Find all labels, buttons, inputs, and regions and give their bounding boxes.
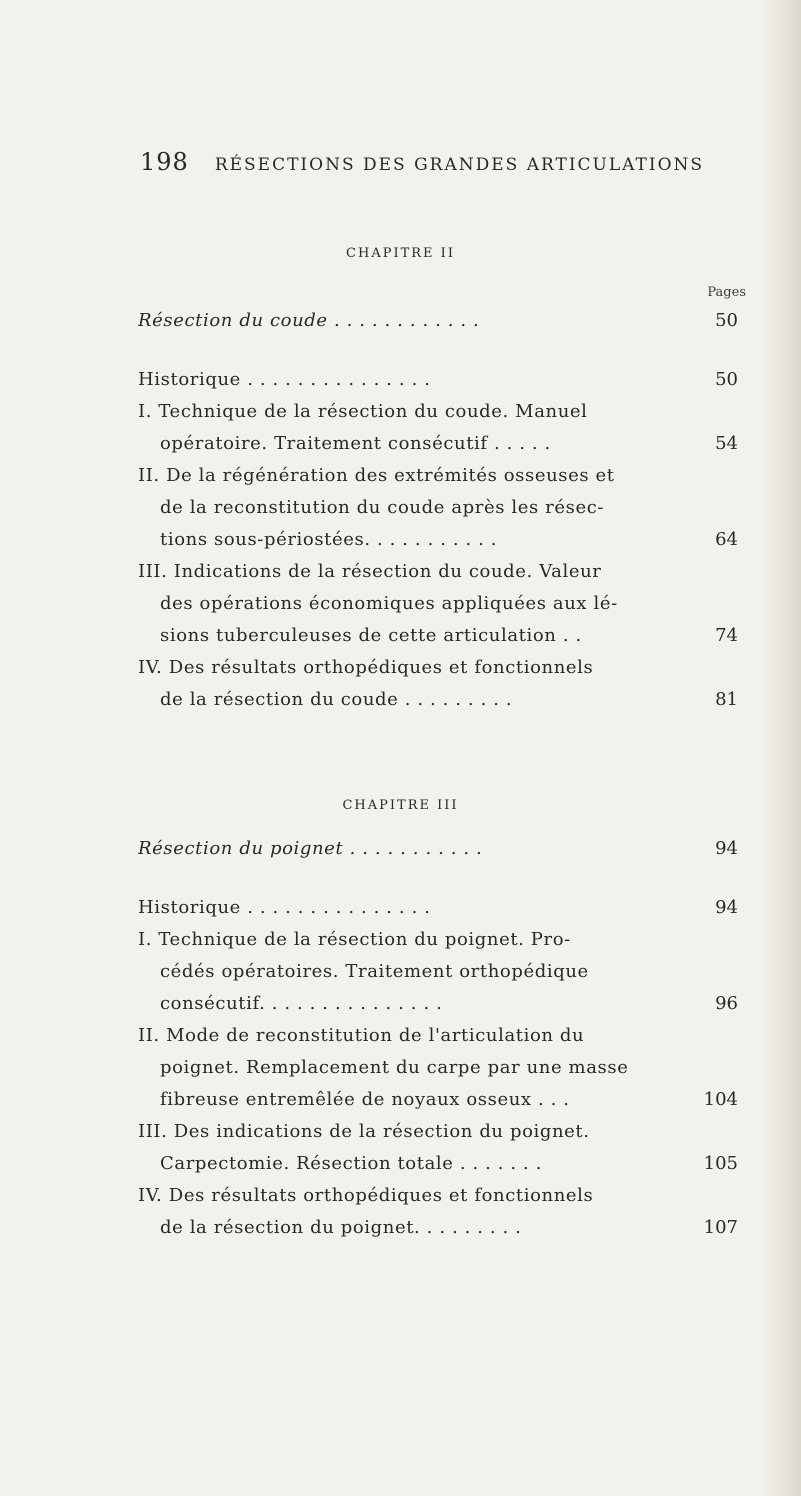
toc-entry	[138, 1022, 738, 1050]
toc-entry-page	[700, 590, 738, 618]
toc-entry-main	[138, 835, 738, 863]
toc-entry-text: II. De la régénération des extrémités osseuses et	[138, 465, 615, 486]
toc-entry-text: III. Indications de la résection du coude. Valeur	[138, 561, 602, 582]
toc-entry	[138, 558, 738, 586]
toc-entry-page	[700, 958, 738, 986]
toc-entry-text: Historique . . . . . . . . . . . . . . .	[138, 369, 431, 390]
toc-entry-title: Résection du poignet . . . . . . . . . . .	[138, 838, 483, 859]
toc-entry	[138, 462, 738, 490]
toc-entry-page	[700, 926, 738, 954]
toc-entry-text: II. Mode de reconstitution de l'articulation du	[138, 1025, 585, 1046]
toc-entry-page: 96	[715, 993, 738, 1014]
toc-entry-text: poignet. Remplacement du carpe par une masse	[160, 1057, 629, 1078]
toc-entry	[160, 958, 738, 986]
toc-entry-text: I. Technique de la résection du poignet. Pro-	[138, 929, 571, 950]
toc-entry-text: tions sous-périostées. . . . . . . . . . .	[160, 529, 498, 550]
toc-entry-page	[700, 558, 738, 586]
toc-entry-page	[700, 462, 738, 490]
toc-entry-main	[138, 307, 738, 335]
toc-entry-page: 105	[703, 1153, 738, 1174]
toc-entry	[160, 990, 738, 1018]
toc-entry-text: Carpectomie. Résection totale . . . . . . .	[160, 1153, 543, 1174]
toc-entry-text: de la résection du poignet. . . . . . . . .	[160, 1217, 522, 1238]
toc-entry-page: 81	[715, 689, 738, 710]
toc-entry-text: consécutif. . . . . . . . . . . . . . .	[160, 993, 443, 1014]
page-number: 198	[140, 148, 189, 176]
toc-entry-page	[700, 1054, 738, 1082]
toc-entry-page: 64	[715, 529, 738, 550]
chapter-heading: CHAPITRE III	[342, 798, 459, 813]
toc-entry-text: de la résection du coude . . . . . . . . .	[160, 689, 513, 710]
toc-entry-text: IV. Des résultats orthopédiques et fonctionnels	[138, 1185, 594, 1206]
toc-entry	[160, 526, 738, 554]
toc-entry-page	[700, 1118, 738, 1146]
toc-entry-page: 94	[715, 897, 738, 918]
toc-entry	[160, 430, 738, 458]
toc-entry-text: fibreuse entremêlée de noyaux osseux . . .	[160, 1089, 570, 1110]
running-title: RÉSECTIONS DES GRANDES ARTICULATIONS	[214, 155, 705, 175]
toc-entry-text: cédés opératoires. Traitement orthopédique	[160, 961, 589, 982]
toc-entry	[138, 1182, 738, 1210]
toc-entry-page: 54	[715, 433, 738, 454]
toc-entry	[138, 398, 738, 426]
toc-entry-text: IV. Des résultats orthopédiques et fonctionnels	[138, 657, 594, 678]
toc-entry	[138, 926, 738, 954]
toc-entry-title: Résection du coude . . . . . . . . . . . .	[138, 310, 480, 331]
toc-entry-page: 104	[703, 1089, 738, 1110]
toc-entry-page	[700, 1182, 738, 1210]
toc-entry-text: I. Technique de la résection du coude. Manuel	[138, 401, 588, 422]
toc-entry	[160, 1150, 738, 1178]
toc-entry-text: sions tuberculeuses de cette articulation . .	[160, 625, 582, 646]
toc-entry	[138, 894, 738, 922]
pages-column-label: Pages	[707, 285, 746, 300]
toc-entry	[160, 494, 738, 522]
chapter-heading: CHAPITRE II	[346, 246, 455, 261]
toc-entry-page: 74	[715, 625, 738, 646]
toc-entry-page	[700, 494, 738, 522]
toc-entry	[160, 686, 738, 714]
toc-entry-text: opératoire. Traitement consécutif . . . . .	[160, 433, 551, 454]
toc-entry-text: III. Des indications de la résection du poignet.	[138, 1121, 590, 1142]
toc-entry-text: de la reconstitution du coude après les résec-	[160, 497, 605, 518]
toc-entry	[138, 654, 738, 682]
toc-entry	[160, 1086, 738, 1114]
page-edge-shadow	[763, 0, 801, 1496]
toc-entry	[160, 590, 738, 618]
toc-entry-page: 94	[715, 838, 738, 859]
toc-entry-page: 50	[715, 310, 738, 331]
toc-entry-text: Historique . . . . . . . . . . . . . . .	[138, 897, 431, 918]
toc-entry-page: 50	[715, 369, 738, 390]
toc-entry	[138, 366, 738, 394]
running-header	[140, 148, 740, 188]
toc-entry	[138, 1118, 738, 1146]
toc-entry	[160, 1054, 738, 1082]
toc-entry-page	[700, 398, 738, 426]
toc-entry-page	[700, 1022, 738, 1050]
toc-entry-text: des opérations économiques appliquées aux lé-	[160, 593, 618, 614]
toc-entry	[160, 622, 738, 650]
toc-entry	[160, 1214, 738, 1242]
toc-entry-page: 107	[703, 1217, 738, 1238]
toc-entry-page	[700, 654, 738, 682]
